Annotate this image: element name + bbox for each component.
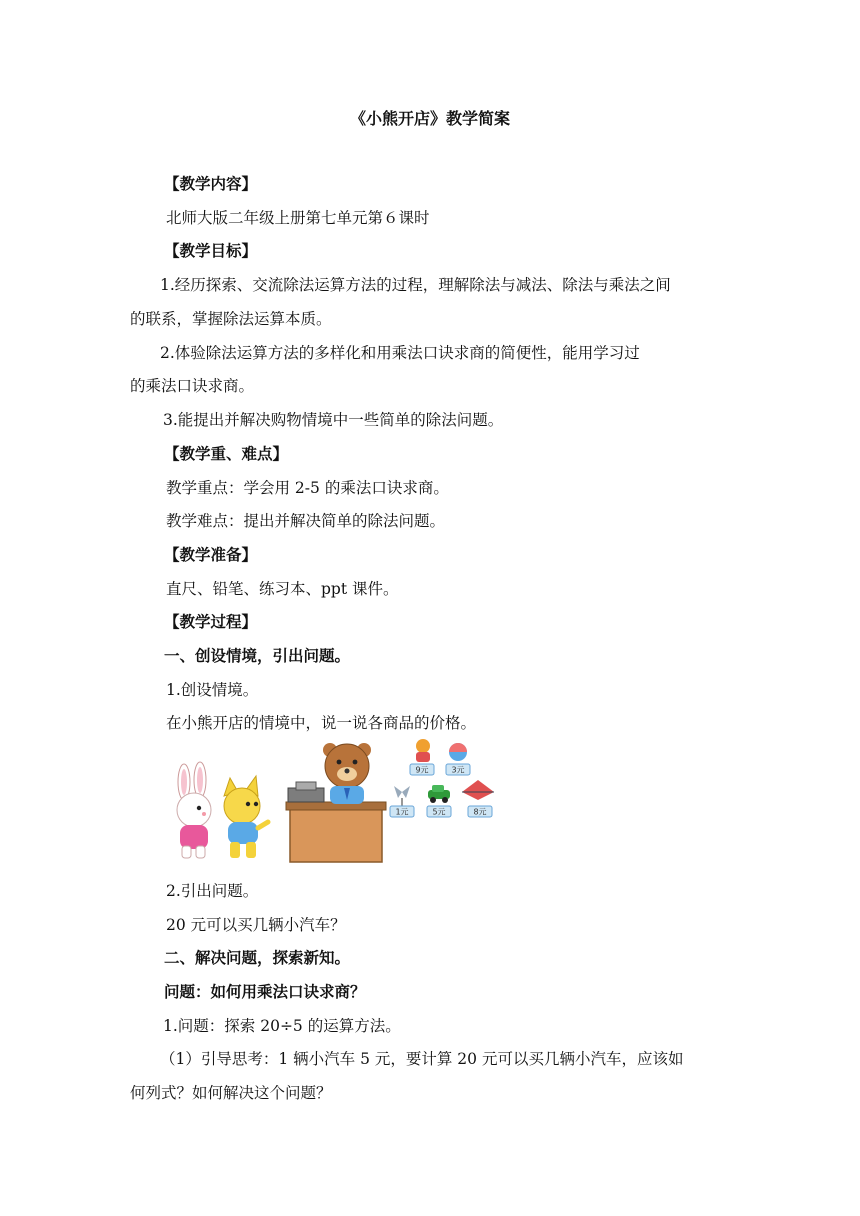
preparation-text: 直尺、铅笔、练习本、ppt 课件。 [166,580,399,598]
heading-process: 【教学过程】 [164,612,258,631]
toy-ball [449,743,467,761]
price-label-car: 5元 [432,807,446,817]
key-point: 教学重点：学会用 2-5 的乘法口诀求商。 [166,479,449,497]
section-1-item-2: 2.引出问题。 [166,882,259,900]
heading-key-points: 【教学重、难点】 [164,444,289,463]
difficult-point: 教学难点：提出并解决简单的除法问题。 [166,512,446,530]
cat-figure [224,776,268,858]
price-label-ball: 3元 [451,765,465,775]
goal-1-line-1: 1.经历探索、交流除法运算方法的过程，理解除法与减法、除法与乘法之间 [160,276,671,294]
section-1-item-1-text: 在小熊开店的情境中，说一说各商品的价格。 [166,714,477,732]
goal-2-line-1: 2.体验除法运算方法的多样化和用乘法口诀求商的简便性，能用学习过 [160,344,640,362]
bear-shop-illustration [164,738,504,864]
goal-2-line-2: 的乘法口诀求商。 [130,377,255,395]
section-1-item-2-text: 20 元可以买几辆小汽车？ [166,916,346,934]
content-text: 北师大版二年级上册第七单元第６课时 [166,209,430,227]
heading-content: 【教学内容】 [164,174,258,193]
section-2-item-1-line-2: 何列式？如何解决这个问题？ [130,1084,332,1102]
heading-goals: 【教学目标】 [164,241,258,260]
section-2-title: 二、解决问题，探索新知。 [164,948,351,967]
section-1-item-1: 1.创设情境。 [166,681,259,699]
heading-preparation: 【教学准备】 [164,545,258,564]
price-label-kite: 8元 [473,807,487,817]
price-label-doll: 9元 [415,765,429,775]
toy-car [428,785,450,803]
section-2-question: 问题：如何用乘法口诀求商？ [164,982,366,1001]
page-title: 《小熊开店》教学简案 [349,109,510,128]
toy-doll [416,739,430,762]
price-label-pinwheel: 1元 [395,807,409,817]
section-2-item-1: 1.问题：探索 20÷5 的运算方法。 [163,1017,401,1035]
goal-3: 3.能提出并解决购物情境中一些简单的除法问题。 [163,411,504,429]
bear-figure [323,743,371,804]
toy-kite [462,780,494,800]
goal-1-line-2: 的联系，掌握除法运算本质。 [130,310,332,328]
rabbit-figure [177,762,211,858]
section-2-item-1-line-1: （1）引导思考：1 辆小汽车 5 元，要计算 20 元可以买几辆小汽车，应该如 [160,1050,684,1068]
toy-pinwheel [394,786,410,806]
section-1-title: 一、创设情境，引出问题。 [164,646,351,665]
